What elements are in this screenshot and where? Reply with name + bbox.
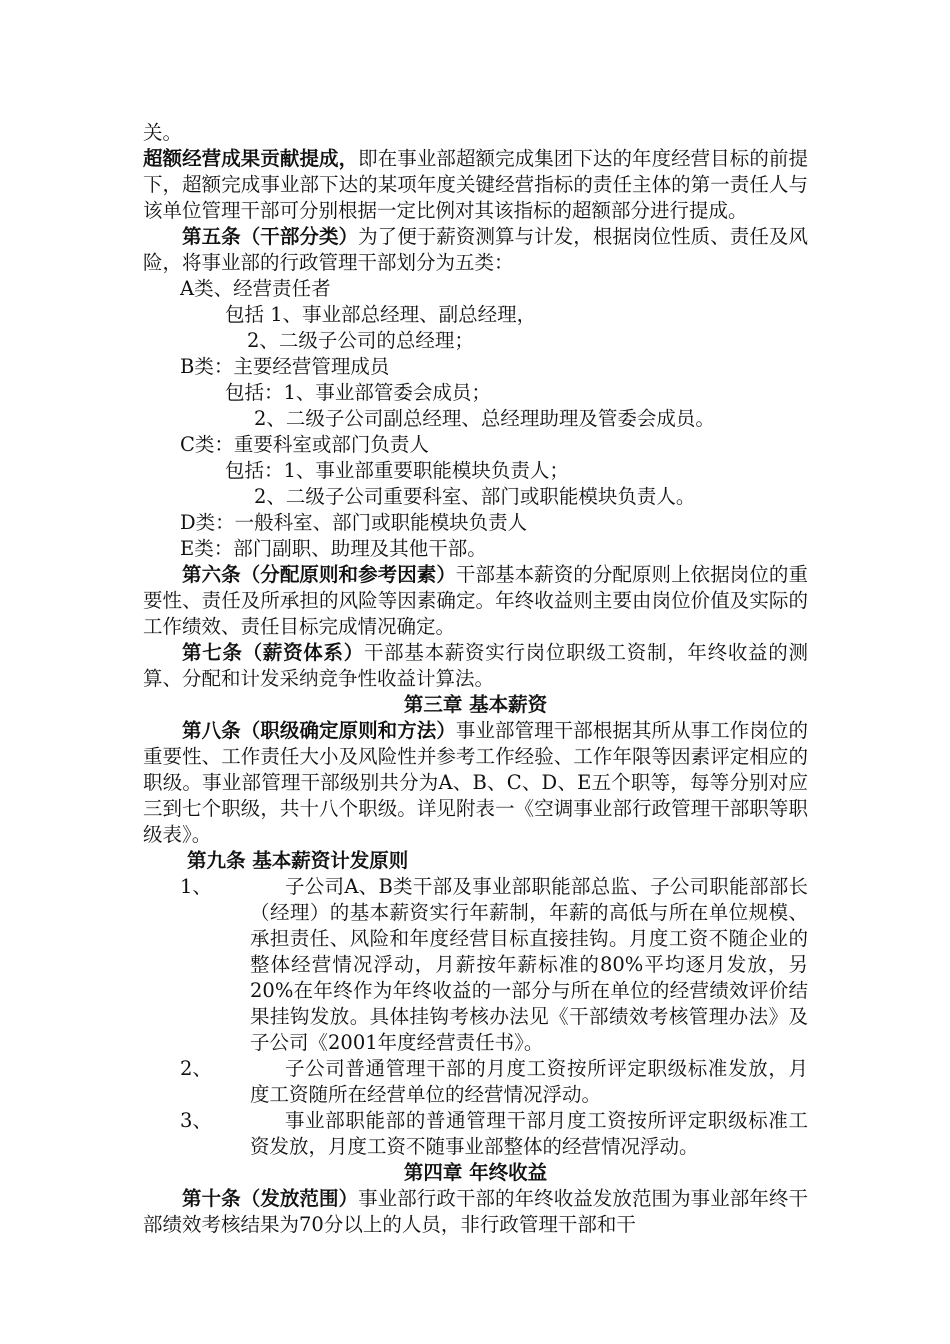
article-6 (143, 562, 808, 640)
category-e: E类：部门副职、助理及其他干部。 (180, 537, 487, 560)
article-8 (143, 718, 808, 848)
paragraph-continuation: 关。 (143, 121, 183, 144)
category-c: C类：重要科室或部门负责人 (180, 433, 429, 456)
category-b-item-2: 2、二级子公司副总经理、总经理助理及管委会成员。 (254, 407, 715, 430)
article-10 (143, 1186, 808, 1238)
paragraph-excess-bonus (143, 146, 808, 224)
list-item-text: 子公司A、B类干部及事业部职能部总监、子公司职能部部长（经理）的基本薪资实行年薪制，年薪的高低与所在单位规模、承担责任、风险和年度经营目标直接挂钩。月度工资不随企业的整体经营情况浮动，月薪按年薪标准的80%平均逐月发放，另20%在年终作为年终收益的一部分与所在单位的经营绩效评价结果挂钩发放。具体挂钩考核办法见《干部绩效考核管理办法》及子公司《2001年度经营责任书》。 (250, 875, 808, 1054)
article-7-text: 干部基本薪资实行岗位职级工资制，年终收益的测算、分配和计发采纳竞争性收益计算法。 (143, 641, 808, 690)
chapter-3-heading: 第三章 基本薪资 (403, 693, 548, 716)
article-10-title: 第十条（发放范围） (182, 1187, 359, 1210)
list-item-number: 1、 (180, 875, 212, 898)
list-item-text: 子公司普通管理干部的月度工资按所评定职级标准发放，月度工资随所在经营单位的经营情况浮动。 (250, 1057, 808, 1106)
article-6-title: 第六条（分配原则和参考因素） (182, 563, 456, 586)
article-8-text: 事业部管理干部根据其所从事工作岗位的重要性、工作责任大小及风险性并参考工作经验、工作年限等因素评定相应的职级。事业部管理干部级别共分为A、B、C、D、E五个职等，每等分别对应三到七个职级，共十八个职级。详见附表一《空调事业部行政管理干部职等职级表》。 (143, 719, 808, 846)
list-item-text: 事业部职能部的普通管理干部月度工资按所评定职级标准工资发放，月度工资不随事业部整体的经营情况浮动。 (250, 1109, 808, 1158)
category-d: D类：一般科室、部门或职能模块负责人 (180, 511, 528, 534)
category-a-item-1: 包括 1、事业部总经理、副总经理， (225, 303, 537, 326)
article-6-text: 干部基本薪资的分配原则上依据岗位的重要性、责任及所承担的风险等因素确定。年终收益则主要由岗位价值及实际的工作绩效、责任目标完成情况确定。 (143, 563, 808, 638)
article-7 (143, 640, 808, 692)
article-8-title: 第八条（职级确定原则和方法） (182, 719, 456, 742)
term-excess-bonus: 超额经营成果贡献提成， (143, 147, 359, 170)
category-b: B类：主要经营管理成员 (180, 355, 390, 378)
article-10-text: 事业部行政干部的年终收益发放范围为事业部年终干部绩效考核结果为70分以上的人员，非行政管理干部和干 (143, 1187, 808, 1236)
category-a: A类、经营责任者 (180, 277, 331, 300)
paragraph-text: 即在事业部超额完成集团下达的年度经营目标的前提下，超额完成事业部下达的某项年度关键经营指标的责任主体的第一责任人与该单位管理干部可分别根据一定比例对其该指标的超额部分进行提成。 (143, 147, 808, 222)
list-item-number: 2、 (180, 1057, 212, 1080)
category-a-item-2: 2、二级子公司的总经理； (247, 329, 474, 352)
list-item (143, 1056, 808, 1108)
article-5-text: 为了便于薪资测算与计发，根据岗位性质、责任及风险，将事业部的行政管理干部划分为五类： (143, 225, 808, 274)
category-c-item-1: 包括：1、事业部重要职能模块负责人； (225, 459, 569, 482)
article-5 (143, 224, 808, 276)
category-c-item-2: 2、二级子公司重要科室、部门或职能模块负责人。 (254, 485, 696, 508)
article-5-title: 第五条（干部分类） (182, 225, 359, 248)
category-b-item-1: 包括：1、事业部管委会成员； (225, 381, 491, 404)
article-7-title: 第七条（薪资体系） (182, 641, 364, 664)
document-page (143, 120, 808, 1238)
list-item-number: 3、 (180, 1109, 212, 1132)
chapter-4-heading: 第四章 年终收益 (403, 1161, 548, 1184)
list-item (143, 1108, 808, 1160)
list-item (143, 874, 808, 1056)
article-9-heading: 第九条 基本薪资计发原则 (187, 849, 409, 872)
